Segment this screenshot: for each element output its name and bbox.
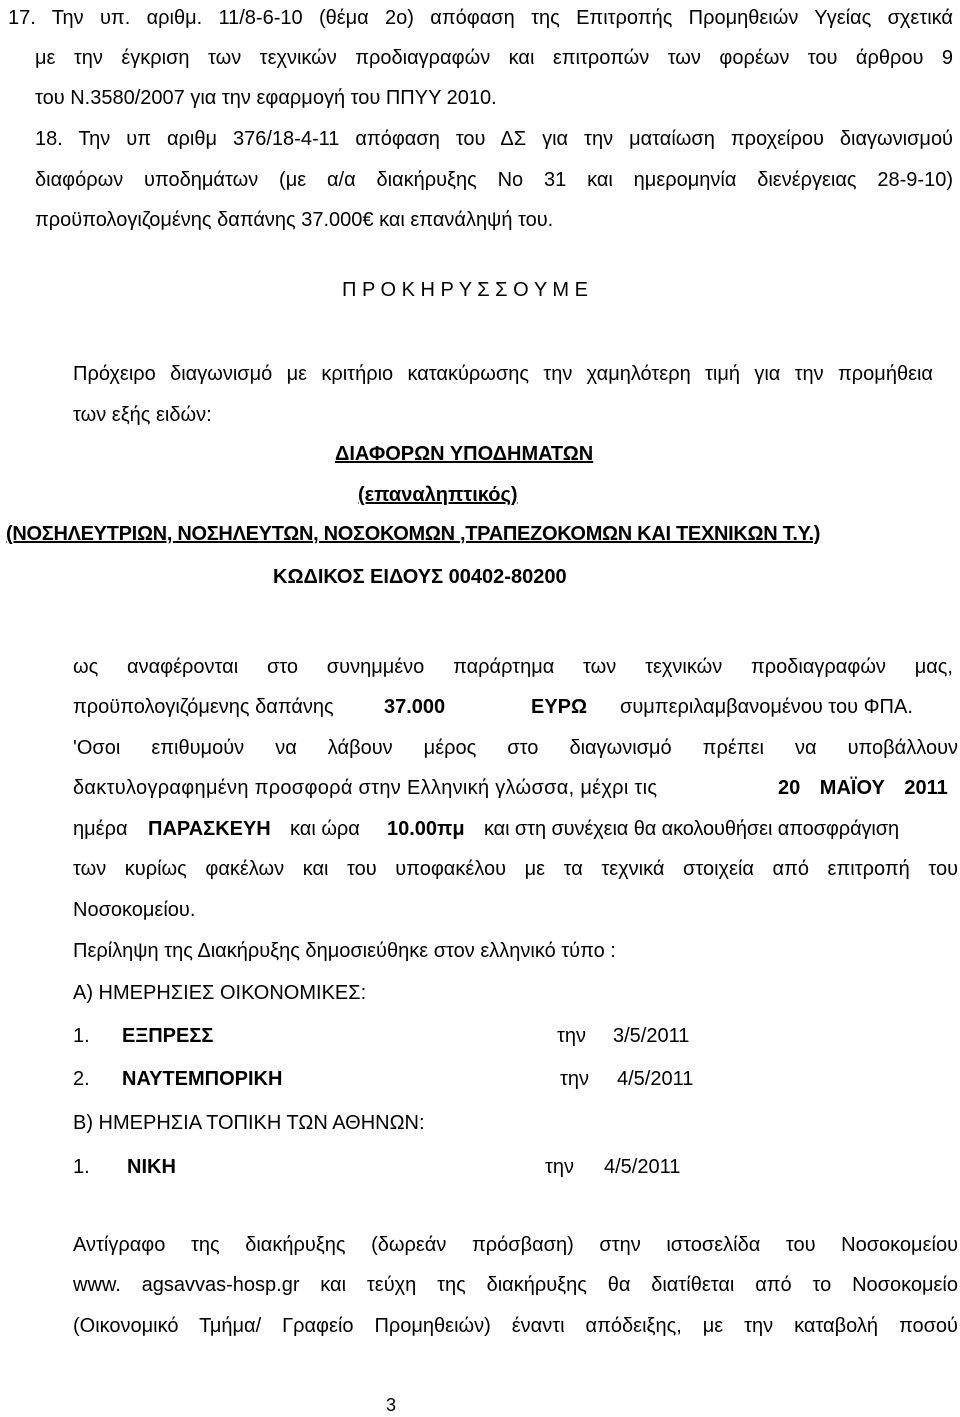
copy-line3: (Οικονομικό Τμήμα/ Γραφείο Προμηθειών) έναντι απόδειξης, με την καταβολή ποσού (73, 1315, 958, 1337)
section-a-item2-prefix: την (560, 1068, 590, 1090)
section-b-item1-prefix: την (545, 1156, 575, 1178)
section-b-title: Β) ΗΜΕΡΗΣΙΑ ΤΟΠΙΚΗ ΤΩΝ ΑΘΗΝΩΝ: (73, 1112, 425, 1134)
item18-line3: προϋπολογιζομένης δαπάνης 37.000€ και επανάληψή του. (35, 209, 554, 231)
section-b-item1-date: 4/5/2011 (604, 1156, 681, 1178)
copy-line1: Αντίγραφο της διακήρυξης (δωρεάν πρόσβαση) στην ιστοσελίδα του Νοσοκομείου (73, 1234, 958, 1256)
body-line4-text: δακτυλογραφημένη προσφορά στην Ελληνική γλώσσα, μέχρι τις (73, 777, 658, 799)
section-a-item1-prefix: την (557, 1025, 587, 1047)
body-line5-time: 10.00πμ (387, 818, 465, 840)
section-a-item1-num: 1. (73, 1025, 90, 1047)
product-code: ΚΩΔΙΚΟΣ ΕΙΔΟΥΣ 00402-80200 (273, 566, 567, 588)
body-line1: ως αναφέρονται στο συνημμένο παράρτημα των τεχνικών προδιαγραφών μας, (73, 656, 953, 678)
body-line2-vat: συμπεριλαμβανομένου του ΦΠΑ. (620, 696, 913, 718)
section-a-item2-date: 4/5/2011 (617, 1068, 694, 1090)
copy-line2: www. agsavvas-hosp.gr και τεύχη της διακήρυξης θα διατίθεται από το Νοσοκομείο (73, 1274, 958, 1296)
intro-line2: των εξής ειδών: (73, 404, 212, 426)
section-a-item2-name: ΝΑΥΤΕΜΠΟΡΙΚΗ (122, 1068, 283, 1090)
body-line6: των κυρίως φακέλων και του υποφακέλου με τα τεχνικά στοιχεία από επιτροπή του (73, 858, 958, 880)
body-line2-currency: ΕΥΡΩ (531, 696, 588, 718)
item17-line1: 17. Την υπ. αριθμ. 11/8-6-10 (θέμα 2ο) απόφαση της Επιτροπής Προμηθειών Υγείας σχετικά (8, 7, 953, 29)
intro-line1: Πρόχειρο διαγωνισμό με κριτήριο κατακύρωσης την χαμηλότερη τιμή για την προμήθεια (73, 363, 933, 385)
product-title: ΔΙΑΦΟΡΩΝ ΥΠΟΔΗΜΑΤΩΝ (335, 443, 594, 465)
section-a-item1-date: 3/5/2011 (613, 1025, 690, 1047)
section-b-item1-num: 1. (73, 1156, 90, 1178)
proclaim-heading: Π Ρ Ο Κ Η Ρ Υ Σ Σ Ο Υ Μ Ε (342, 279, 588, 301)
body-line5-day: ΠΑΡΑΣΚΕΥΗ (148, 818, 271, 840)
product-groups: (ΝΟΣΗΛΕΥΤΡΙΩΝ, ΝΟΣΗΛΕΥΤΩΝ, ΝΟΣΟΚΟΜΩΝ ,ΤΡΑΠΕΖΟΚΟΜΩΝ ΚΑΙ ΤΕΧΝΙΚΩΝ Τ.Υ.) (6, 523, 821, 545)
body-line5-time-label: και ώρα (290, 818, 360, 840)
body-line2-amount: 37.000 (384, 696, 446, 718)
section-a-title: Α) ΗΜΕΡΗΣΙΕΣ ΟΙΚΟΝΟΜΙΚΕΣ: (73, 982, 367, 1004)
body-line5-day-label: ημέρα (73, 818, 128, 840)
summary-line: Περίληψη της Διακήρυξης δημοσιεύθηκε στον ελληνικό τύπο : (73, 940, 616, 962)
body-line4-date: 20 ΜΑΪΟΥ 2011 (778, 777, 948, 799)
section-a-item1-name: ΕΞΠΡΕΣΣ (122, 1025, 214, 1047)
section-a-item2-num: 2. (73, 1068, 90, 1090)
item17-line2: με την έγκριση των τεχνικών προδιαγραφών και επιτροπών των φορέων του άρθρου 9 (35, 47, 953, 69)
body-line3: 'Οσοι επιθυμούν να λάβουν μέρος στο διαγωνισμό πρέπει να υποβάλλουν (73, 737, 958, 759)
item18-line1: 18. Την υπ αριθμ 376/18-4-11 απόφαση του ΔΣ για την ματαίωση προχείρου διαγωνισμού (35, 128, 953, 150)
product-subtitle: (επαναληπτικός) (358, 484, 518, 506)
page-number: 3 (386, 1395, 397, 1415)
body-line5-rest: και στη συνέχεια θα ακολουθήσει αποσφράγιση (484, 818, 900, 840)
body-line2-text: προϋπολογιζόμενης δαπάνης (73, 696, 334, 718)
body-line7: Νοσοκομείου. (73, 899, 196, 921)
item17-line3: του Ν.3580/2007 για την εφαρμογή του ΠΠΥΥ 2010. (35, 87, 497, 109)
section-b-item1-name: ΝΙΚΗ (127, 1156, 176, 1178)
item18-line2: διαφόρων υποδημάτων (με α/α διακήρυξης Νο 31 και ημερομηνία διενέργειας 28-9-10) (35, 169, 953, 191)
